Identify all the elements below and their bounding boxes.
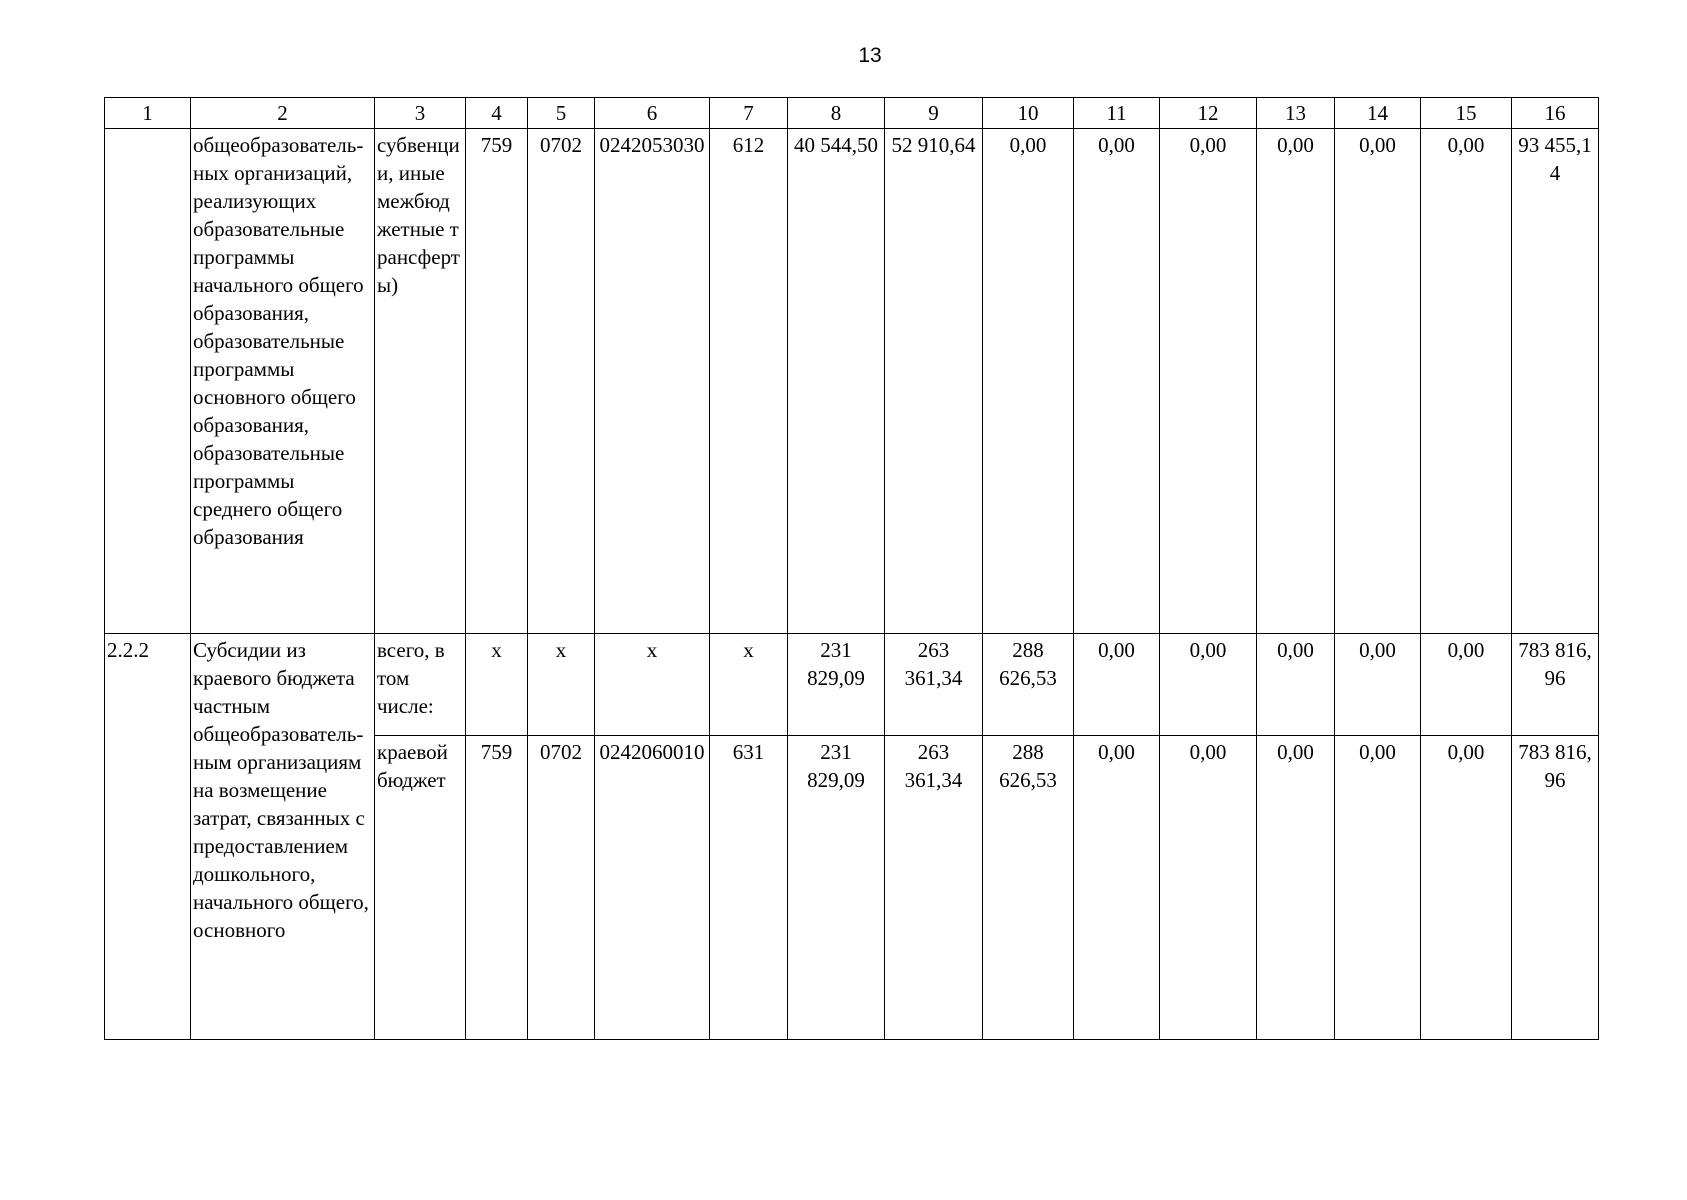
grbs-code-cell: x <box>466 634 528 736</box>
amount-cell: 231 829,09 <box>788 736 885 1040</box>
header-row <box>105 98 1599 129</box>
header-cell: 5 <box>528 98 595 129</box>
expense-type-cell: 631 <box>710 736 788 1040</box>
amount-cell: 0,00 <box>1074 129 1160 634</box>
amount-cell: 288 626,53 <box>983 634 1074 736</box>
amount-cell: 0,00 <box>1421 634 1512 736</box>
section-code-cell: x <box>528 634 595 736</box>
amount-cell: 0,00 <box>1160 736 1257 1040</box>
amount-cell: 0,00 <box>1160 129 1257 634</box>
header-cell: 7 <box>710 98 788 129</box>
amount-cell: 0,00 <box>1335 634 1421 736</box>
expense-type-cell: 612 <box>710 129 788 634</box>
amount-cell: 263 361,34 <box>885 634 983 736</box>
target-code-cell: x <box>595 634 710 736</box>
header-cell: 13 <box>1257 98 1335 129</box>
header-cell: 11 <box>1074 98 1160 129</box>
total-amount-cell: 783 816,96 <box>1512 634 1599 736</box>
funding-source-cell: краевой бюджет <box>375 736 466 1040</box>
amount-cell: 40 544,50 <box>788 129 885 634</box>
header-cell: 4 <box>466 98 528 129</box>
page-number: 13 <box>858 44 882 67</box>
row-number-cell <box>105 129 191 634</box>
amount-cell: 0,00 <box>1074 634 1160 736</box>
section-code-cell: 0702 <box>528 736 595 1040</box>
table-row <box>105 129 1599 634</box>
amount-cell: 0,00 <box>1257 129 1335 634</box>
amount-cell: 0,00 <box>1074 736 1160 1040</box>
header-cell: 8 <box>788 98 885 129</box>
budget-table <box>104 97 1599 1040</box>
funding-source-cell: всего, в том числе: <box>375 634 466 736</box>
grbs-code-cell: 759 <box>466 129 528 634</box>
program-name-cell: Субсидии из краевого бюджета частным общеобразовательным организациям на возмещение затрат, связанных с предоставлением дошкольного, начального общего, основного <box>191 634 375 1040</box>
amount-cell: 0,00 <box>1421 736 1512 1040</box>
amount-cell: 288 626,53 <box>983 736 1074 1040</box>
header-cell: 1 <box>105 98 191 129</box>
program-name-cell: общеобразовательных организаций, реализующих образовательные программы начального общего образования, образовательные программы основного общего образования, образовательные программы среднего общего образования <box>191 129 375 634</box>
amount-cell: 0,00 <box>1421 129 1512 634</box>
funding-source-cell: субвенции, иные межбюджетные трансферты) <box>375 129 466 634</box>
header-cell: 15 <box>1421 98 1512 129</box>
amount-cell: 0,00 <box>983 129 1074 634</box>
header-cell: 12 <box>1160 98 1257 129</box>
row-number-cell: 2.2.2 <box>105 634 191 1040</box>
header-cell: 14 <box>1335 98 1421 129</box>
section-code-cell: 0702 <box>528 129 595 634</box>
amount-cell: 0,00 <box>1257 736 1335 1040</box>
amount-cell: 0,00 <box>1257 634 1335 736</box>
table-row <box>105 634 1599 736</box>
header-cell: 3 <box>375 98 466 129</box>
target-code-cell: 0242060010 <box>595 736 710 1040</box>
total-amount-cell: 783 816,96 <box>1512 736 1599 1040</box>
target-code-cell: 0242053030 <box>595 129 710 634</box>
header-cell: 6 <box>595 98 710 129</box>
total-amount-cell: 93 455,14 <box>1512 129 1599 634</box>
amount-cell: 52 910,64 <box>885 129 983 634</box>
amount-cell: 0,00 <box>1335 736 1421 1040</box>
header-cell: 9 <box>885 98 983 129</box>
header-cell: 16 <box>1512 98 1599 129</box>
amount-cell: 263 361,34 <box>885 736 983 1040</box>
amount-cell: 0,00 <box>1160 634 1257 736</box>
amount-cell: 0,00 <box>1335 129 1421 634</box>
expense-type-cell: x <box>710 634 788 736</box>
grbs-code-cell: 759 <box>466 736 528 1040</box>
header-cell: 10 <box>983 98 1074 129</box>
header-cell: 2 <box>191 98 375 129</box>
amount-cell: 231 829,09 <box>788 634 885 736</box>
